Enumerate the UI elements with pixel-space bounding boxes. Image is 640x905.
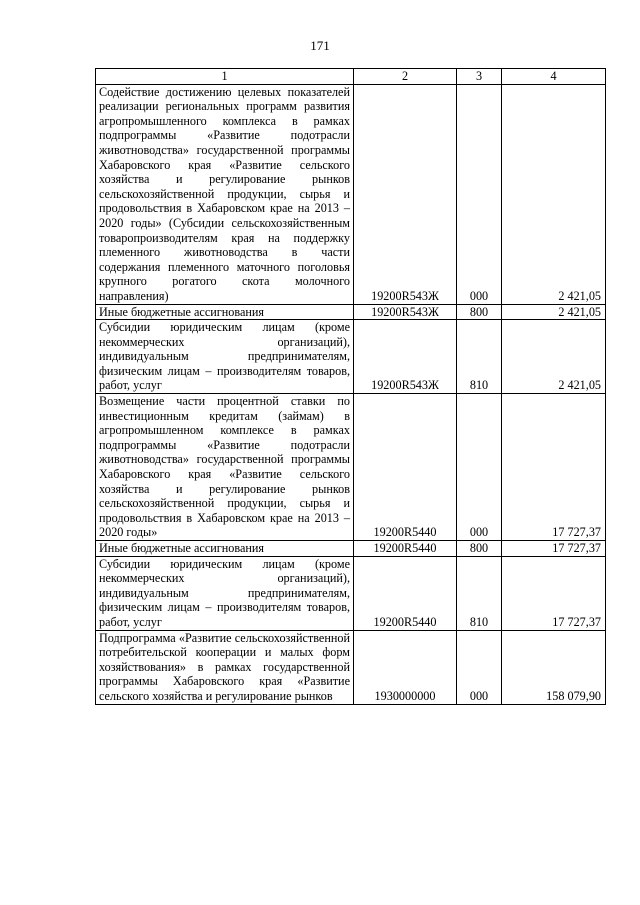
row-expense-type: 800 [457,541,502,557]
table-row [96,304,606,320]
row-target-code: 1930000000 [354,630,457,704]
row-target-code: 19200R543Ж [354,320,457,394]
row-description: Субсидии юридическим лицам (кроме некоммерческих организаций), индивидуальным предпринимателям, физическим лицам – производителям товаров, работ, услуг [96,320,354,394]
row-target-code: 19200R543Ж [354,304,457,320]
row-description: Содействие достижению целевых показателей реализации региональных программ развития агропромышленного комплекса в рамках подпрограммы «Развитие подотрасли животноводства» государственной программы Хабаровского края «Развитие сельского хозяйства и регулирование рынков сельскохозяйственной продукции, сырья и продовольствия в Хабаровском крае на 2013 – 2020 годы» (Субсидии сельскохозяйственным товаропроизводителям края на поддержку племенного животноводства в части содержания племенного маточного поголовья крупного рогатого скота молочного направления) [96,84,354,304]
row-description: Иные бюджетные ассигнования [96,304,354,320]
row-target-code: 19200R543Ж [354,84,457,304]
row-expense-type: 810 [457,320,502,394]
header-col-2: 2 [354,69,457,85]
table-header-row [96,69,606,85]
row-target-code: 19200R5440 [354,541,457,557]
row-description: Возмещение части процентной ставки по инвестиционным кредитам (займам) в агропромышленном комплексе в рамках подпрограммы «Развитие подотрасли животноводства» государственной программы Хабаровского края «Развитие сельского хозяйства и регулирование рынков сельскохозяйственной продукции, сырья и продовольствия в Хабаровском крае на 2013 – 2020 годы» [96,394,354,541]
row-description: Подпрограмма «Развитие сельскохозяйственной потребительской кооперации и малых форм хозяйствования» в рамках государственной программы Хабаровского края «Развитие сельского хозяйства и регулирование рынков [96,630,354,704]
row-expense-type: 000 [457,394,502,541]
row-description: Субсидии юридическим лицам (кроме некоммерческих организаций), индивидуальным предпринимателям, физическим лицам – производителям товаров, работ, услуг [96,556,354,630]
table-row [96,556,606,630]
row-expense-type: 000 [457,630,502,704]
page-number: 171 [310,38,330,53]
table-row [96,394,606,541]
table-row [96,541,606,557]
header-col-1: 1 [96,69,354,85]
row-target-code: 19200R5440 [354,394,457,541]
row-expense-type: 800 [457,304,502,320]
table-row [96,84,606,304]
row-amount: 17 727,37 [502,394,606,541]
row-expense-type: 000 [457,84,502,304]
row-description: Иные бюджетные ассигнования [96,541,354,557]
table-row [96,320,606,394]
header-col-3: 3 [457,69,502,85]
budget-table [95,68,606,705]
header-col-4: 4 [502,69,606,85]
row-amount: 17 727,37 [502,556,606,630]
row-amount: 2 421,05 [502,84,606,304]
row-target-code: 19200R5440 [354,556,457,630]
row-amount: 2 421,05 [502,320,606,394]
row-amount: 158 079,90 [502,630,606,704]
row-amount: 17 727,37 [502,541,606,557]
table-row [96,630,606,704]
row-amount: 2 421,05 [502,304,606,320]
row-expense-type: 810 [457,556,502,630]
